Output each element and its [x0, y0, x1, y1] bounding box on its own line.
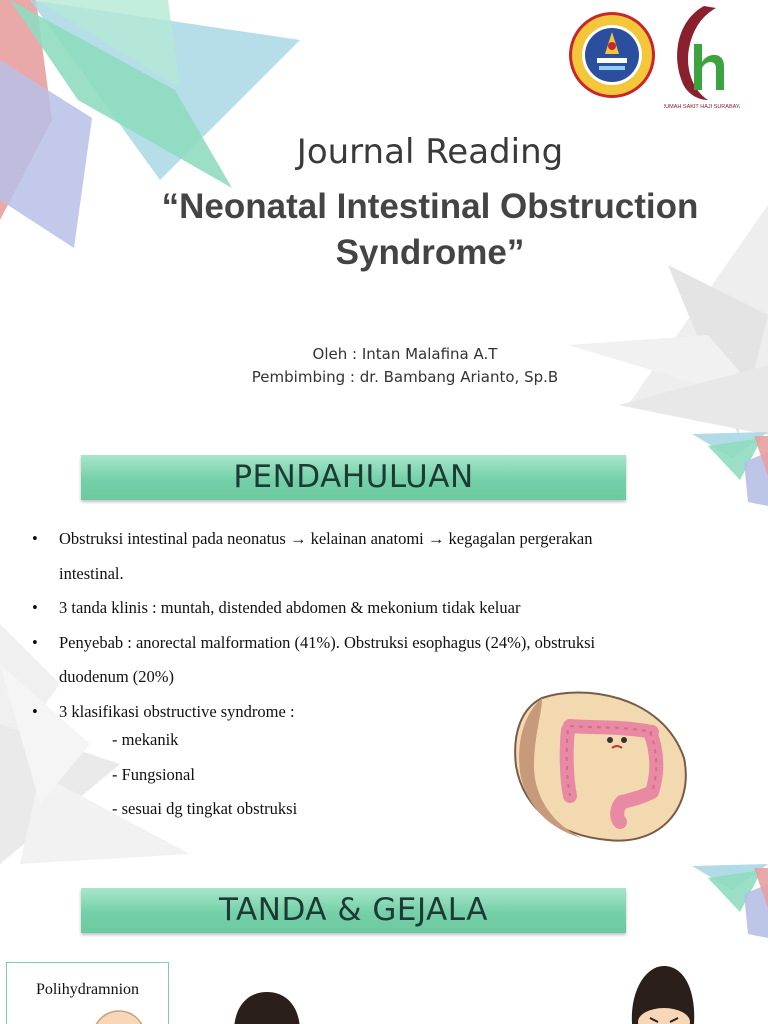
bullet-item: [30, 591, 720, 626]
bullet-glyph: •: [32, 701, 38, 721]
bullet-text-continued: duodenum (20%): [59, 667, 175, 686]
bullet-glyph: •: [32, 529, 38, 548]
bullet-text: Penyebab : anorectal malformation (41%). Obstruksi esophagus (24%), obstruksi: [59, 632, 596, 652]
classification-item: - mekanik: [112, 730, 179, 749]
university-logo: [567, 10, 657, 100]
geometric-decoration-right-small: [692, 864, 768, 938]
supervisor-line: Pembimbing : dr. Bambang Arianto, Sp.B: [251, 368, 559, 386]
crying-child-illustration: [628, 964, 698, 1024]
journal-title-line-1: “Neonatal Intestinal Obstruction: [161, 187, 699, 226]
intestine-illustration: [512, 688, 690, 848]
bullet-text: 3 tanda klinis : muntah, distended abdomen & mekonium tidak keluar: [59, 598, 521, 617]
signs-symptoms-slide: [0, 864, 768, 1024]
bullet-text-continued: intestinal.: [59, 563, 124, 583]
child-illustration: [232, 992, 302, 1024]
polyhydramnion-label: Polihydramnion: [35, 981, 140, 998]
bullet-glyph: •: [32, 598, 38, 617]
baby-illustration: [89, 1003, 149, 1024]
hospital-logo: [664, 0, 740, 112]
presentation-title: Journal Reading: [296, 132, 564, 172]
polyhydramnion-card: [6, 962, 169, 1024]
hospital-logo-caption: RUMAH SAKIT HAJI SURABAYA: [664, 104, 740, 110]
classification-item: - sesuai dg tingkat obstruksi: [112, 799, 298, 818]
bullet-glyph: •: [32, 632, 38, 652]
bullet-item: [30, 522, 720, 591]
title-slide: [0, 0, 768, 432]
classification-item: - Fungsional: [112, 765, 195, 784]
journal-title: [120, 184, 740, 276]
bullet-item: [30, 626, 720, 695]
credits: [180, 343, 630, 389]
geometric-decoration-right-small: [692, 432, 768, 506]
author-line: Oleh : Intan Malafina A.T: [312, 345, 498, 363]
bullet-text: 3 klasifikasi obstructive syndrome :: [59, 701, 295, 721]
section-heading-banner: PENDAHULUAN: [81, 455, 626, 500]
journal-title-line-2: Syndrome”: [335, 233, 525, 272]
section-heading-banner: TANDA & GEJALA: [81, 888, 626, 933]
introduction-slide: [0, 432, 768, 864]
bullet-text: Obstruksi intestinal pada neonatus → kelainan anatomi → kegagalan pergerakan: [59, 529, 593, 548]
